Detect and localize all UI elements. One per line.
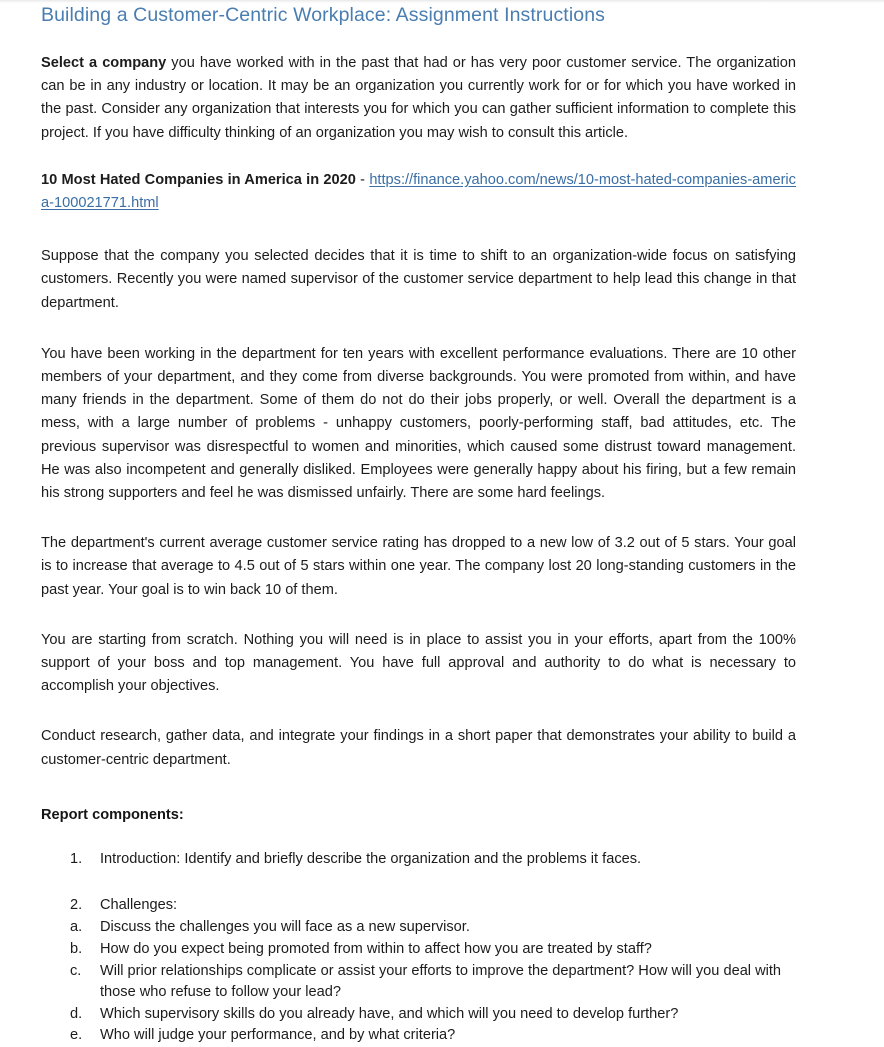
list-marker: e.: [70, 1027, 83, 1044]
report-components-heading: Report components:: [41, 806, 184, 823]
spacer: [41, 602, 796, 629]
list-item-label: Challenges:: [100, 897, 178, 914]
paragraph-select-a-company: [41, 52, 796, 145]
challenges-sublist: [41, 917, 796, 1047]
list-item-label: Discuss the challenges you will face as a new supervisor.: [100, 919, 470, 936]
list-item: [41, 917, 796, 939]
spacer: [41, 145, 796, 169]
paragraph-starting-from-scratch: You are starting from scratch. Nothing you will need is in place to assist you in your efforts, apart from the 100% support of your boss and top management. You have full approval and authority to do what is necessary to accomplish your objectives.: [41, 631, 796, 695]
list-marker: c.: [70, 962, 82, 979]
list-item: [41, 848, 796, 871]
list-item-label: Which supervisory skills do you already have, and which will you need to develop further?: [100, 1005, 679, 1022]
paragraph-conduct-research: Conduct research, gather data, and integrate your findings in a short paper that demonstrates your ability to build a customer-centric department.: [41, 728, 796, 768]
list-item: [41, 961, 796, 1004]
list-item-label: How do you expect being promoted from within to affect how you are treated by staff?: [100, 941, 652, 958]
list-item-label: Introduction: Identify and briefly describe the organization and the problems it faces.: [100, 851, 642, 868]
list-marker: d.: [70, 1005, 83, 1022]
lead-bold-select-a-company: Select a company: [41, 55, 167, 71]
paragraph-select-a-company-text: you have worked with in the past that had or has very poor customer service. The organization can be in any industry or location. It may be an organization you currently work for or for which you have worked in the past. Consider any organization that interests you for which you can gather sufficient information to complete this project. If you have difficulty thinking of an organization you may wish to consult this article.: [41, 55, 796, 141]
spacer: [41, 827, 796, 848]
paragraph-rating-goals: The department's current average customer service rating has dropped to a new low of 3.2 out of 5 stars. Your goal is to increase that average to 4.5 out of 5 stars within one year. The company lost 20 long-standing customers in the past year. Your goal is to win back 10 of them.: [41, 535, 796, 598]
list-marker: b.: [70, 941, 83, 958]
page-title: Building a Customer-Centric Workplace: Assignment Instructions: [41, 4, 605, 26]
list-marker: a.: [70, 919, 83, 936]
spacer: [41, 505, 796, 532]
list-item: [41, 894, 796, 917]
paragraph-article-reference: [41, 169, 796, 215]
paragraph-department-background: You have been working in the department for ten years with excellent performance evaluations. There are 10 other members of your department, and they come from diverse backgrounds. You were promoted from within, and have many friends in the department. Some of them do not do their jobs properly, or well. Overall the department is a mess, with a large number of problems - unhappy customers, poorly-performing staff, bad attitudes, etc. The previous supervisor was disrespectful to women and minorities, which caused some distrust toward management. He was also incompetent and generally disliked. Employees were generally happy about his firing, but a few remain his strong supporters and feel he was dismissed unfairly. There are some hard feelings.: [41, 345, 796, 502]
list-item: [41, 1004, 796, 1026]
list-marker: 2.: [70, 897, 83, 914]
spacer: [41, 215, 796, 245]
document-content: [41, 0, 796, 1047]
list-item: [41, 1025, 796, 1047]
spacer: [41, 871, 796, 894]
paragraph-organization-wide-focus: Suppose that the company you selected decides that it is time to shift to an organization-wide focus on satisfying customers. Recently you were named supervisor of the customer service department to help lead this change in that department.: [41, 248, 796, 311]
spacer: [41, 772, 796, 804]
list-marker: 1.: [70, 851, 83, 868]
article-link[interactable]: https://finance.yahoo.com/news/10-most-hated-companies-america-100021771.html: [41, 171, 796, 212]
report-components-list: [41, 848, 796, 1047]
spacer: [41, 698, 796, 725]
list-item-label: Will prior relationships complicate or assist your efforts to improve the department? How will you deal with those who refuse to follow your lead?: [100, 962, 782, 1001]
spacer: [41, 28, 796, 52]
list-item-label: Who will judge your performance, and by what criteria?: [100, 1027, 456, 1044]
article-separator: -: [355, 171, 370, 188]
list-item: [41, 939, 796, 961]
spacer: [41, 315, 796, 343]
article-title: 10 Most Hated Companies in America in 2020: [41, 171, 356, 188]
